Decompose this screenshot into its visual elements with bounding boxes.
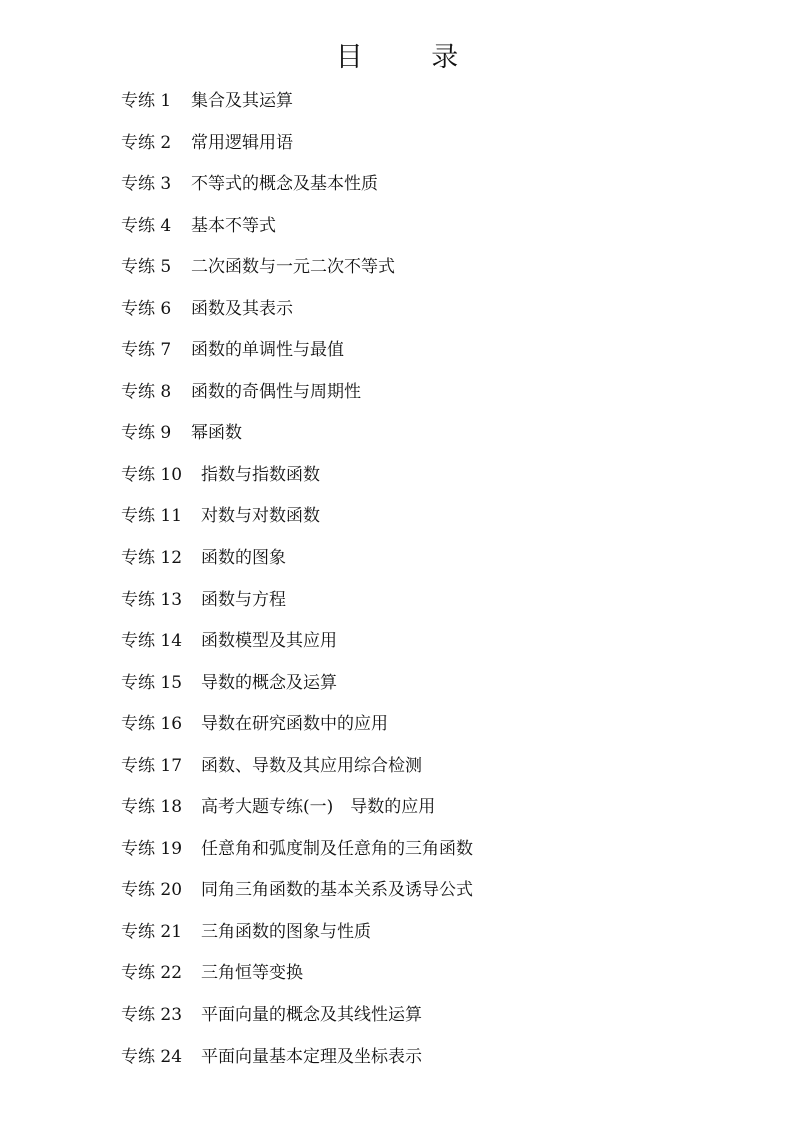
toc-item-title: 幂函数 bbox=[191, 423, 242, 444]
toc-item[interactable] bbox=[121, 792, 473, 834]
toc-item-title: 平面向量的概念及其线性运算 bbox=[201, 1005, 422, 1026]
toc-item-title: 函数与方程 bbox=[201, 589, 286, 610]
toc-item-title: 函数模型及其应用 bbox=[201, 631, 337, 652]
toc-item[interactable] bbox=[121, 294, 473, 336]
toc-item-label: 专练 10 bbox=[121, 464, 183, 485]
toc-item-title: 高考大题专练(一) 导数的应用 bbox=[201, 797, 436, 818]
toc-item-label: 专练 6 bbox=[121, 298, 172, 319]
toc-item[interactable] bbox=[121, 875, 473, 917]
toc-item-title: 指数与指数函数 bbox=[201, 464, 320, 485]
toc-item-label: 专练 19 bbox=[121, 838, 183, 859]
toc-item[interactable] bbox=[121, 751, 473, 793]
toc-item[interactable] bbox=[121, 335, 473, 377]
toc-item-label: 专练 4 bbox=[121, 215, 172, 236]
toc-item-label: 专练 13 bbox=[121, 589, 183, 610]
toc-item-label: 专练 1 bbox=[121, 91, 172, 111]
toc-item-label: 专练 11 bbox=[121, 506, 183, 527]
toc-item-label: 专练 5 bbox=[121, 257, 172, 278]
toc-item[interactable] bbox=[121, 128, 473, 170]
toc-item-title: 函数、导数及其应用综合检测 bbox=[201, 755, 422, 776]
toc-item[interactable] bbox=[121, 668, 473, 710]
toc-item[interactable] bbox=[121, 1042, 473, 1084]
toc-item[interactable] bbox=[121, 252, 473, 294]
toc-item-title: 三角函数的图象与性质 bbox=[201, 921, 371, 942]
toc-item-title: 集合及其运算 bbox=[191, 91, 293, 111]
toc-item[interactable] bbox=[121, 543, 473, 585]
toc-item-label: 专练 2 bbox=[121, 132, 172, 153]
toc-item-label: 专练 7 bbox=[121, 340, 172, 361]
toc-item-label: 专练 17 bbox=[121, 755, 183, 776]
toc-item-title: 任意角和弧度制及任意角的三角函数 bbox=[201, 838, 473, 859]
toc-item-title: 函数的奇偶性与周期性 bbox=[191, 381, 361, 402]
toc-item-title: 三角恒等变换 bbox=[201, 963, 303, 984]
toc-item-label: 专练 21 bbox=[121, 921, 183, 942]
toc-item[interactable] bbox=[121, 585, 473, 627]
toc-item-title: 导数在研究函数中的应用 bbox=[201, 714, 388, 735]
toc-item-label: 专练 16 bbox=[121, 714, 183, 735]
toc-item-title: 二次函数与一元二次不等式 bbox=[191, 257, 395, 278]
toc-item-label: 专练 20 bbox=[121, 880, 183, 901]
toc-item[interactable] bbox=[121, 377, 473, 419]
toc-item[interactable] bbox=[121, 169, 473, 211]
toc-item-label: 专练 24 bbox=[121, 1046, 183, 1067]
toc-item[interactable] bbox=[121, 626, 473, 668]
toc-item-label: 专练 12 bbox=[121, 548, 183, 569]
toc-item-title: 常用逻辑用语 bbox=[191, 132, 293, 153]
toc-item[interactable] bbox=[121, 418, 473, 460]
toc-item-title: 函数的图象 bbox=[201, 548, 286, 569]
toc-item[interactable] bbox=[121, 917, 473, 959]
table-of-contents bbox=[121, 86, 473, 1083]
toc-item-title: 函数及其表示 bbox=[191, 298, 293, 319]
toc-item[interactable] bbox=[121, 834, 473, 876]
toc-item-label: 专练 23 bbox=[121, 1005, 183, 1026]
toc-item-label: 专练 22 bbox=[121, 963, 183, 984]
toc-item[interactable] bbox=[121, 86, 473, 128]
toc-item[interactable] bbox=[121, 460, 473, 502]
toc-item[interactable] bbox=[121, 501, 473, 543]
toc-item[interactable] bbox=[121, 709, 473, 751]
toc-item[interactable] bbox=[121, 958, 473, 1000]
toc-item[interactable] bbox=[121, 1000, 473, 1042]
toc-item-label: 专练 14 bbox=[121, 631, 183, 652]
toc-item-title: 函数的单调性与最值 bbox=[191, 340, 344, 361]
toc-item-title: 不等式的概念及基本性质 bbox=[191, 174, 378, 195]
toc-item-title: 基本不等式 bbox=[191, 215, 276, 236]
toc-item-label: 专练 8 bbox=[121, 381, 172, 402]
toc-item-label: 专练 15 bbox=[121, 672, 183, 693]
toc-item-label: 专练 9 bbox=[121, 423, 172, 444]
toc-item-label: 专练 3 bbox=[121, 174, 172, 195]
toc-item-title: 导数的概念及运算 bbox=[201, 672, 337, 693]
toc-item-title: 对数与对数函数 bbox=[201, 506, 320, 527]
toc-item-title: 平面向量基本定理及坐标表示 bbox=[201, 1046, 422, 1067]
toc-item-label: 专练 18 bbox=[121, 797, 183, 818]
toc-item-title: 同角三角函数的基本关系及诱导公式 bbox=[201, 880, 473, 901]
page-title: 目 录 bbox=[335, 42, 489, 73]
toc-item[interactable] bbox=[121, 211, 473, 253]
